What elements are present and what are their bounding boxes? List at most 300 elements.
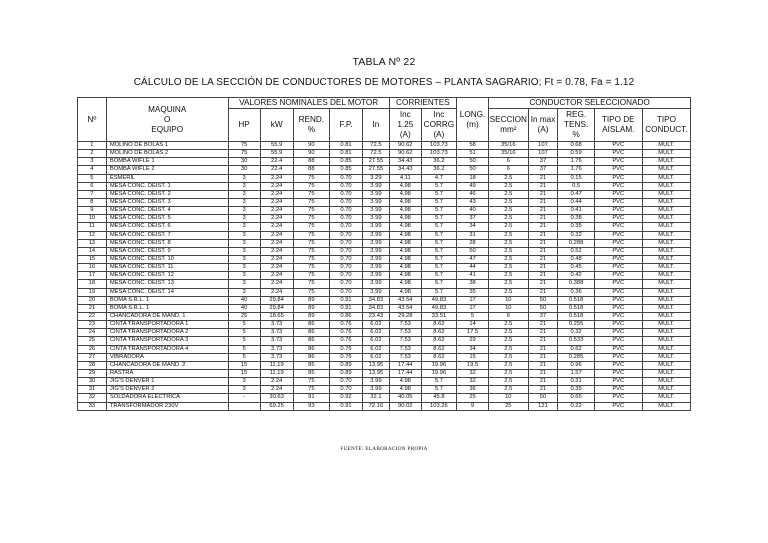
table-cell: PVC — [594, 198, 642, 206]
table-cell: 28 — [457, 239, 489, 247]
table-cell: CINTA TRANSPORTADORA 3 — [106, 337, 228, 345]
table-cell: 29.28 — [389, 312, 421, 320]
table-row — [78, 182, 691, 190]
table-cell: 0.70 — [329, 264, 362, 272]
table-row — [78, 280, 691, 288]
table-cell: 35/16 — [489, 150, 529, 158]
table-cell: 75 — [293, 247, 329, 255]
table-cell: 19 — [78, 288, 107, 296]
table-cell: 2.24 — [260, 182, 293, 190]
table-cell: 3 — [228, 386, 260, 394]
table-cell: MULT. — [642, 255, 690, 263]
table-cell: 21 — [528, 345, 558, 353]
header-maquina-line: MAQUINA — [148, 104, 187, 114]
table-cell: 21 — [528, 255, 558, 263]
table-cell: 4.98 — [389, 255, 421, 263]
table-cell: 69.25 — [260, 402, 293, 410]
table-cell: 4.11 — [389, 174, 421, 182]
table-cell: 21 — [528, 182, 558, 190]
table-cell: 2.5 — [489, 190, 529, 198]
table-cell: 0.89 — [329, 361, 362, 369]
table-cell: MESA CONC. DEIST. 12 — [106, 272, 228, 280]
header-line: 1.25 — [397, 120, 414, 129]
table-cell: 21 — [528, 378, 558, 386]
table-cell: 0.5 — [558, 182, 594, 190]
table-cell: 26 — [78, 345, 107, 353]
table-cell: 0.85 — [329, 158, 362, 166]
table-row — [78, 402, 691, 410]
table-cell: PVC — [594, 337, 642, 345]
table-cell: 85 — [293, 361, 329, 369]
table-cell: JIG'S DENVER 2 — [106, 386, 228, 394]
table-cell: 17 — [78, 272, 107, 280]
table-cell: 3.99 — [363, 247, 390, 255]
table-cell: MULT. — [642, 288, 690, 296]
table-row — [78, 174, 691, 182]
table-cell: 5.7 — [421, 190, 456, 198]
table-cell: MULT. — [642, 312, 690, 320]
table-cell: 3 — [228, 264, 260, 272]
table-cell: MULT. — [642, 166, 690, 174]
table-cell: 0.86 — [329, 312, 362, 320]
table-cell: 50 — [528, 304, 558, 312]
table-cell: 0.81 — [329, 150, 362, 158]
table-cell: 8 — [78, 198, 107, 206]
table-cell: 5.7 — [421, 215, 456, 223]
table-cell: 3 — [228, 239, 260, 247]
table-cell: PVC — [594, 369, 642, 377]
table-cell: 0.52 — [558, 247, 594, 255]
table-cell: 3.99 — [363, 215, 390, 223]
table-cell: 3.99 — [363, 378, 390, 386]
table-cell: 21 — [528, 329, 558, 337]
table-cell: 7.53 — [389, 321, 421, 329]
table-cell: 75 — [293, 207, 329, 215]
table-cell: 4.98 — [389, 215, 421, 223]
table-cell: 7.53 — [389, 353, 421, 361]
table-cell: 6.02 — [363, 345, 390, 353]
table-cell: 0.38 — [558, 215, 594, 223]
table-cell: 2.24 — [260, 272, 293, 280]
table-cell: 17 — [457, 296, 489, 304]
table-cell: 43 — [457, 198, 489, 206]
table-cell: 4.98 — [389, 190, 421, 198]
table-cell: 35 — [457, 288, 489, 296]
table-cell: 75 — [293, 386, 329, 394]
table-cell: 5.7 — [421, 255, 456, 263]
table-cell: 75 — [293, 239, 329, 247]
table-cell: 32 — [457, 369, 489, 377]
table-cell: 0.70 — [329, 223, 362, 231]
table-cell: 27.55 — [363, 166, 390, 174]
table-cell: PVC — [594, 329, 642, 337]
table-cell: BOMA S.R.L. 1 — [106, 296, 228, 304]
table-row — [78, 231, 691, 239]
table-cell: 21 — [528, 321, 558, 329]
header-line: CONDUCT. — [645, 125, 688, 134]
table-cell: 0.70 — [329, 182, 362, 190]
table-cell: 2.5 — [489, 329, 529, 337]
table-cell: 18.65 — [260, 312, 293, 320]
table-row — [78, 361, 691, 369]
table-cell: 0.70 — [329, 255, 362, 263]
table-cell: 32 — [457, 378, 489, 386]
table-cell: 21 — [528, 231, 558, 239]
table-cell: 5.7 — [421, 231, 456, 239]
table-cell: 51 — [457, 150, 489, 158]
table-cell: 3.99 — [363, 255, 390, 263]
table-cell: 75 — [293, 272, 329, 280]
table-cell: 40.05 — [389, 394, 421, 402]
table-cell: 0.76 — [329, 337, 362, 345]
table-cell: 21 — [528, 264, 558, 272]
header-line: % — [572, 130, 580, 139]
table-cell: 2.24 — [260, 386, 293, 394]
table-cell: 86 — [293, 337, 329, 345]
header-in-max — [528, 109, 558, 142]
table-cell: 35/16 — [489, 142, 529, 150]
table-row — [78, 329, 691, 337]
table-cell: 33 — [78, 402, 107, 410]
table-cell: 4.98 — [389, 239, 421, 247]
table-cell: PVC — [594, 321, 642, 329]
table-cell: PVC — [594, 353, 642, 361]
table-cell: PVC — [594, 150, 642, 158]
table-cell: 3 — [228, 288, 260, 296]
table-cell: 2.5 — [489, 174, 529, 182]
table-cell: MULT. — [642, 142, 690, 150]
table-cell: 36 — [457, 386, 489, 394]
table-cell: 3.99 — [363, 223, 390, 231]
table-cell: 5.7 — [421, 264, 456, 272]
table-cell: 0.47 — [558, 190, 594, 198]
table-cell: 2.5 — [489, 345, 529, 353]
table-cell: 34 — [457, 345, 489, 353]
table-cell: 89 — [293, 296, 329, 304]
table-cell: 5.7 — [421, 386, 456, 394]
table-cell: MESA CONC. DEIST. 1 — [106, 182, 228, 190]
table-cell: MULT. — [642, 280, 690, 288]
table-cell: 7.53 — [389, 345, 421, 353]
table-cell: MULT. — [642, 337, 690, 345]
table-cell: 3 — [228, 198, 260, 206]
table-cell: MULT. — [642, 190, 690, 198]
table-cell: 9 — [457, 402, 489, 410]
table-cell: 5.7 — [421, 280, 456, 288]
header-line: In max — [530, 115, 556, 124]
table-cell: MULT. — [642, 215, 690, 223]
table-cell: 0.70 — [329, 288, 362, 296]
table-cell: 0.255 — [558, 321, 594, 329]
table-cell: 21 — [78, 304, 107, 312]
table-cell: 12 — [78, 231, 107, 239]
table-cell: 15 — [228, 369, 260, 377]
header-line: (m) — [466, 119, 479, 129]
table-cell: 55.9 — [260, 150, 293, 158]
table-cell: 3 — [228, 272, 260, 280]
table-cell: 0.92 — [329, 394, 362, 402]
table-cell: PVC — [594, 394, 642, 402]
table-cell: 15 — [457, 353, 489, 361]
table-cell: 3.99 — [363, 182, 390, 190]
table-cell: 19.96 — [421, 369, 456, 377]
table-cell: 7.53 — [389, 329, 421, 337]
conductor-table — [77, 97, 691, 411]
table-cell: 23.43 — [363, 312, 390, 320]
table-cell: 5 — [228, 337, 260, 345]
table-row — [78, 264, 691, 272]
table-cell: MULT. — [642, 386, 690, 394]
table-cell: PVC — [594, 158, 642, 166]
table-cell: 2.5 — [489, 353, 529, 361]
table-cell: 5.7 — [421, 198, 456, 206]
table-cell: 3 — [228, 223, 260, 231]
table-cell: 0.91 — [329, 296, 362, 304]
table-cell: 21 — [528, 190, 558, 198]
table-row — [78, 166, 691, 174]
table-cell: 49 — [457, 182, 489, 190]
table-cell: MULT. — [642, 378, 690, 386]
table-cell: 3.99 — [363, 207, 390, 215]
table-row — [78, 239, 691, 247]
table-cell: PVC — [594, 280, 642, 288]
table-cell: 75 — [293, 223, 329, 231]
table-cell: 88 — [293, 166, 329, 174]
table-cell: 21 — [528, 386, 558, 394]
table-cell: 0.70 — [329, 378, 362, 386]
table-cell: MULT. — [642, 304, 690, 312]
table-cell: 3.99 — [363, 239, 390, 247]
table-cell: MESA CONC. DEIST. 2 — [106, 190, 228, 198]
table-cell: 4.98 — [389, 378, 421, 386]
table-cell: MULT. — [642, 394, 690, 402]
source-note: FUENTE: ELABORACION PROPIA — [340, 446, 428, 452]
table-cell: PVC — [594, 239, 642, 247]
table-cell: 75 — [293, 231, 329, 239]
table-cell: 36.2 — [421, 166, 456, 174]
table-cell: 0.62 — [558, 345, 594, 353]
table-cell: 85 — [293, 369, 329, 377]
table-cell: - — [228, 394, 260, 402]
table-cell: 72.5 — [363, 150, 390, 158]
table-cell: 5 — [228, 353, 260, 361]
table-cell: 3.29 — [363, 174, 390, 182]
table-cell: 5 — [228, 329, 260, 337]
table-cell: 34 — [457, 223, 489, 231]
table-cell: 0.533 — [558, 337, 594, 345]
table-row — [78, 272, 691, 280]
table-cell: 27.55 — [363, 158, 390, 166]
table-cell: SOLDADORA ELECTRICA — [106, 394, 228, 402]
table-cell: 21 — [528, 353, 558, 361]
table-cell: JIG'S DENVER 1 — [106, 378, 228, 386]
table-cell: CINTA TRANSPORTADORA 1 — [106, 321, 228, 329]
table-cell: 0.68 — [558, 142, 594, 150]
table-cell: 0.70 — [329, 239, 362, 247]
table-cell: 29 — [457, 337, 489, 345]
table-cell: 5.7 — [421, 239, 456, 247]
table-cell: 30 — [228, 158, 260, 166]
table-cell: 0.35 — [558, 386, 594, 394]
table-cell: 0.45 — [558, 264, 594, 272]
table-cell: 10 — [78, 215, 107, 223]
table-cell: 21 — [528, 247, 558, 255]
table-cell: MULT. — [642, 247, 690, 255]
table-cell: 29.84 — [260, 296, 293, 304]
table-cell: 49.83 — [421, 304, 456, 312]
table-row — [78, 207, 691, 215]
table-cell: 13.95 — [363, 361, 390, 369]
table-cell: 7.53 — [389, 337, 421, 345]
table-subtitle: CÁLCULO DE LA SECCIÓN DE CONDUCTORES DE MOTORES – PLANTA SAGRARIO; Ft = 0.78, Fa = 1.12 — [133, 77, 635, 88]
table-cell: 0.70 — [329, 386, 362, 394]
table-cell: 14 — [457, 321, 489, 329]
table-cell: PVC — [594, 304, 642, 312]
table-cell: 4.98 — [389, 182, 421, 190]
table-cell: 31 — [78, 386, 107, 394]
table-cell: 2.5 — [489, 247, 529, 255]
table-cell: 6.02 — [363, 321, 390, 329]
table-cell: 3 — [228, 280, 260, 288]
table-cell: PVC — [594, 231, 642, 239]
table-cell: 32 — [78, 394, 107, 402]
table-cell: 6.02 — [363, 329, 390, 337]
table-row — [78, 255, 691, 263]
table-cell: 0.96 — [558, 361, 594, 369]
table-cell: 4.98 — [389, 198, 421, 206]
table-cell: CINTA TRANSPORTADORA 4 — [106, 345, 228, 353]
table-cell: 0.388 — [558, 280, 594, 288]
header-hp: HP — [228, 109, 260, 142]
table-cell: PVC — [594, 207, 642, 215]
table-cell: MESA CONC. DEIST. 5 — [106, 215, 228, 223]
table-cell: 23 — [78, 321, 107, 329]
table-row — [78, 378, 691, 386]
header-line: Inc — [433, 110, 445, 119]
table-cell: 5.7 — [421, 288, 456, 296]
table-cell: 3.99 — [363, 198, 390, 206]
table-cell: 17.44 — [389, 369, 421, 377]
table-cell: PVC — [594, 215, 642, 223]
table-cell: MULT. — [642, 231, 690, 239]
table-cell: PVC — [594, 378, 642, 386]
table-cell: 2.24 — [260, 239, 293, 247]
table-cell: 75 — [228, 142, 260, 150]
table-cell: 3.73 — [260, 345, 293, 353]
table-cell: 18 — [457, 174, 489, 182]
table-cell: PVC — [594, 264, 642, 272]
table-cell: MESA CONC. DEIST. 7 — [106, 231, 228, 239]
table-cell: PVC — [594, 247, 642, 255]
table-cell: 0.70 — [329, 198, 362, 206]
table-cell: 6 — [489, 158, 529, 166]
table-cell: 34.83 — [363, 304, 390, 312]
table-cell: 5.7 — [421, 247, 456, 255]
table-cell: MULT. — [642, 296, 690, 304]
header-long — [457, 98, 489, 142]
table-cell: 21 — [528, 272, 558, 280]
table-cell: 89 — [293, 304, 329, 312]
table-cell: 17 — [457, 304, 489, 312]
table-cell: 8.62 — [421, 345, 456, 353]
table-cell: 75 — [293, 190, 329, 198]
table-cell: MULT. — [642, 223, 690, 231]
table-cell: 3 — [228, 207, 260, 215]
table-cell: MULT. — [642, 207, 690, 215]
table-cell: MULT. — [642, 329, 690, 337]
table-cell: 10 — [489, 394, 529, 402]
table-cell: 5.7 — [421, 182, 456, 190]
table-cell: 0.85 — [329, 166, 362, 174]
table-cell: 50 — [457, 166, 489, 174]
table-cell: 86 — [293, 321, 329, 329]
table-cell: 29 — [78, 369, 107, 377]
table-cell: 8.62 — [421, 353, 456, 361]
table-row — [78, 247, 691, 255]
table-cell: 0.70 — [329, 174, 362, 182]
table-cell: PVC — [594, 272, 642, 280]
header-fp: F.P. — [329, 109, 362, 142]
table-cell: PVC — [594, 345, 642, 353]
table-cell: 5 — [228, 345, 260, 353]
table-cell: 75 — [293, 378, 329, 386]
table-cell: 75 — [293, 255, 329, 263]
table-cell: 4.98 — [389, 231, 421, 239]
table-cell: 0.518 — [558, 296, 594, 304]
table-cell: 43.54 — [389, 304, 421, 312]
table-cell: MOLINO DE BOLAS 2 — [106, 150, 228, 158]
table-cell: 75 — [293, 264, 329, 272]
table-cell: 0.44 — [558, 198, 594, 206]
table-cell: 0.518 — [558, 312, 594, 320]
table-cell: 19.5 — [457, 361, 489, 369]
table-cell: 30 — [78, 378, 107, 386]
table-cell: 21 — [528, 223, 558, 231]
table-cell: 5.7 — [421, 272, 456, 280]
table-cell: 8.62 — [421, 329, 456, 337]
table-cell: 55.9 — [260, 142, 293, 150]
table-cell: 11.19 — [260, 369, 293, 377]
table-cell: 0.70 — [329, 280, 362, 288]
table-cell: 4.98 — [389, 386, 421, 394]
table-cell: 33.51 — [421, 312, 456, 320]
table-cell: 2.24 — [260, 247, 293, 255]
table-cell: 0.89 — [329, 369, 362, 377]
table-cell: 75 — [293, 280, 329, 288]
table-cell: 50 — [457, 158, 489, 166]
table-cell: PVC — [594, 361, 642, 369]
table-cell: 1.76 — [558, 166, 594, 174]
table-cell: 3.99 — [363, 190, 390, 198]
table-cell: 21 — [528, 369, 558, 377]
table-row — [78, 198, 691, 206]
header-tipo-conduct — [642, 109, 690, 142]
table-cell: 45.8 — [421, 394, 456, 402]
table-cell: 2.5 — [489, 369, 529, 377]
table-cell: 4.98 — [389, 207, 421, 215]
table-cell: 4 — [78, 166, 107, 174]
table-cell: 0.518 — [558, 304, 594, 312]
table-cell: CHANCADORA DE MAND. 2 — [106, 361, 228, 369]
table-cell: 0.70 — [329, 272, 362, 280]
table-cell: 3 — [228, 182, 260, 190]
table-cell: 2.5 — [489, 272, 529, 280]
table-cell: 88 — [293, 158, 329, 166]
table-cell: 38 — [457, 280, 489, 288]
table-cell: MESA CONC. DEIST. 13 — [106, 280, 228, 288]
table-cell: 28 — [78, 361, 107, 369]
table-cell: 5 — [228, 321, 260, 329]
